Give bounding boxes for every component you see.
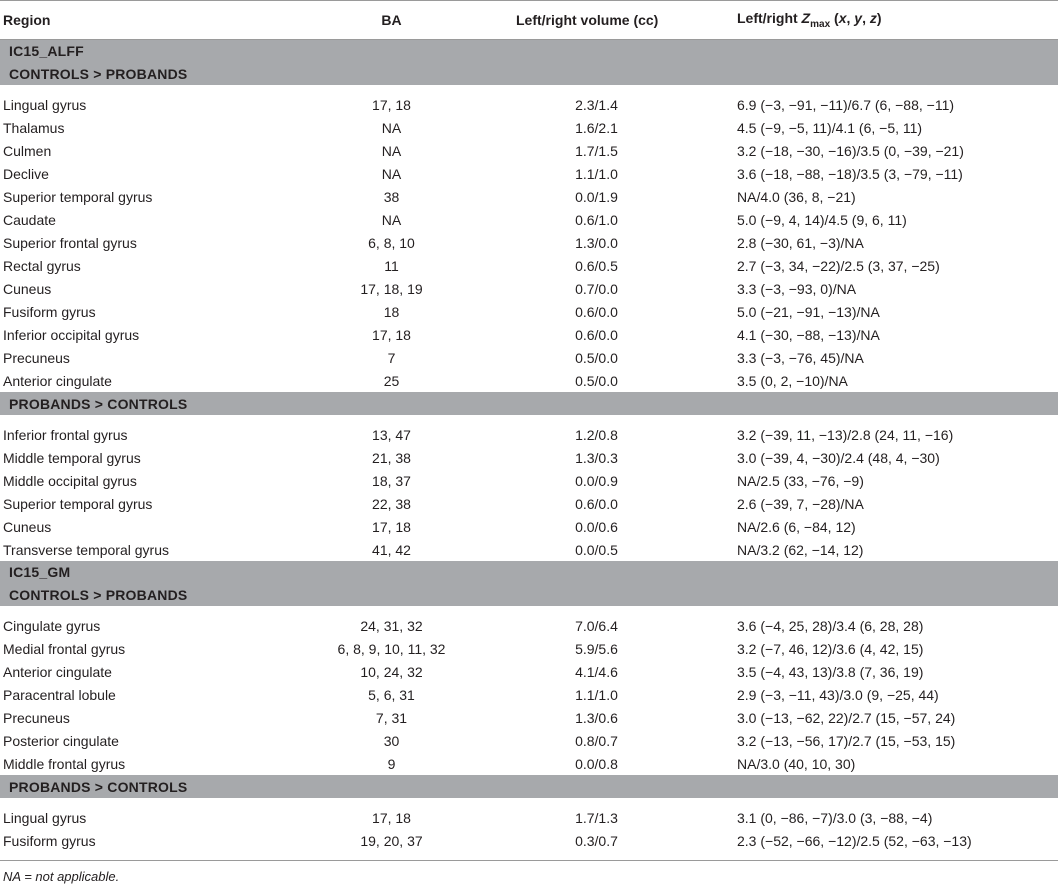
cell-region: Cingulate gyrus [3,617,101,634]
header-row [0,1,1058,40]
cell-ba: NA [381,142,402,159]
cell-volume: 0.0/0.5 [575,541,618,558]
subsection-alff-probands-controls-label: PROBANDS > CONTROLS [0,392,1058,415]
cell-volume: 0.6/0.0 [575,303,618,320]
table-row [0,231,1058,254]
section-ic15-gm-label: IC15_GM [0,561,1058,583]
cell-zmax: 3.5 (0, 2, −10)/NA [737,372,848,389]
cell-zmax: 2.8 (−30, 61, −3)/NA [737,234,864,251]
table-row [0,208,1058,231]
cell-zmax: NA/4.0 (36, 8, −21) [737,188,856,205]
section-ic15-gm [0,561,1058,583]
cell-zmax: 6.9 (−3, −91, −11)/6.7 (6, −88, −11) [737,96,955,113]
cell-zmax: 3.6 (−4, 25, 28)/3.4 (6, 28, 28) [737,617,924,634]
subsection-alff-probands-controls [0,392,1058,415]
cell-volume: 0.0/1.9 [575,188,618,205]
cell-region: Declive [3,165,49,182]
cell-region: Precuneus [3,349,70,366]
cell-zmax: 3.0 (−13, −62, 22)/2.7 (15, −57, 24) [737,709,956,726]
table-row [0,446,1058,469]
cell-region: Transverse temporal gyrus [3,541,169,558]
cell-zmax: 5.0 (−9, 4, 14)/4.5 (9, 6, 11) [737,211,907,228]
cell-ba: 22, 38 [372,495,411,512]
table-row [0,423,1058,446]
cell-ba: 17, 18 [372,326,411,343]
table-row [0,300,1058,323]
cell-zmax: 3.0 (−39, 4, −30)/2.4 (48, 4, −30) [737,449,940,466]
cell-ba: 25 [383,372,400,389]
table-row [0,614,1058,637]
cell-volume: 1.6/2.1 [575,119,618,136]
cell-zmax: 3.6 (−18, −88, −18)/3.5 (3, −79, −11) [737,165,963,182]
header-zmax-prefix: Left/right [737,10,802,27]
cell-zmax: 3.2 (−39, 11, −13)/2.8 (24, 11, −16) [737,426,954,443]
footnote: NA = not applicable. [3,869,120,884]
cell-volume: 2.3/1.4 [575,96,618,113]
cell-volume: 1.1/1.0 [575,165,618,182]
cell-zmax: 3.3 (−3, −76, 45)/NA [737,349,864,366]
table-row [0,660,1058,683]
cell-region: Lingual gyrus [3,809,87,826]
header-volume: Left/right volume (cc) [481,1,732,40]
table-row [0,637,1058,660]
subsection-alff-controls-probands [0,62,1058,85]
subsection-gm-controls-probands-label: CONTROLS > PROBANDS [0,583,1058,606]
cell-volume: 0.5/0.0 [575,349,618,366]
cell-zmax: NA/2.5 (33, −76, −9) [737,472,864,489]
cell-zmax: 3.2 (−18, −30, −16)/3.5 (0, −39, −21) [737,142,964,159]
subsection-alff-controls-probands-label: CONTROLS > PROBANDS [0,62,1058,85]
cell-volume: 1.3/0.0 [575,234,618,251]
cell-ba: 6, 8, 9, 10, 11, 32 [337,640,446,657]
cell-zmax: 2.9 (−3, −11, 43)/3.0 (9, −25, 44) [737,686,939,703]
cell-region: Middle frontal gyrus [3,755,126,772]
cell-ba: NA [381,165,402,182]
table-row [0,93,1058,116]
cell-volume: 7.0/6.4 [575,617,618,634]
cell-region: Lingual gyrus [3,96,87,113]
cell-ba: 11 [384,257,399,274]
table-row [0,729,1058,752]
cell-volume: 0.5/0.0 [575,372,618,389]
cell-region: Cuneus [3,518,52,535]
table-row [0,346,1058,369]
table-row [0,469,1058,492]
table-row [0,162,1058,185]
header-zmax-coords: (x, y, z) [830,10,882,27]
table-row [0,752,1058,775]
cell-ba: 17, 18, 19 [360,280,423,297]
cell-ba: 21, 38 [372,449,411,466]
cell-volume: 0.0/0.8 [575,755,618,772]
table-row [0,369,1058,392]
section-ic15-alff-label: IC15_ALFF [0,40,1058,63]
cell-volume: 0.0/0.9 [575,472,618,489]
header-zmax [732,1,1058,40]
cell-volume: 1.1/1.0 [575,686,618,703]
cell-ba: 6, 8, 10 [368,234,415,251]
table-row [0,806,1058,829]
cell-zmax: NA/2.6 (6, −84, 12) [737,518,856,535]
cell-volume: 0.0/0.6 [575,518,618,535]
cell-zmax: 3.1 (0, −86, −7)/3.0 (3, −88, −4) [737,809,933,826]
cell-ba: NA [381,119,402,136]
cell-volume: 5.9/5.6 [575,640,618,657]
cell-volume: 0.3/0.7 [575,832,618,849]
cell-region: Culmen [3,142,52,159]
table-row [0,185,1058,208]
cell-ba: 41, 42 [372,541,411,558]
cell-volume: 0.7/0.0 [575,280,618,297]
cell-region: Superior frontal gyrus [3,234,137,251]
cell-ba: 24, 31, 32 [360,617,423,634]
table-row [0,116,1058,139]
cell-region: Superior temporal gyrus [3,495,153,512]
cell-ba: 18, 37 [372,472,411,489]
header-zmax-sub: max [810,18,831,30]
cell-volume: 0.6/0.0 [575,326,618,343]
cell-zmax: NA/3.0 (40, 10, 30) [737,755,856,772]
table-row [0,492,1058,515]
cell-zmax: 3.5 (−4, 43, 13)/3.8 (7, 36, 19) [737,663,924,680]
cell-volume: 1.7/1.3 [575,809,618,826]
cell-volume: 1.7/1.5 [575,142,618,159]
cell-zmax: 3.2 (−7, 46, 12)/3.6 (4, 42, 15) [737,640,924,657]
cell-ba: 7, 31 [375,709,408,726]
cell-zmax: 3.2 (−13, −56, 17)/2.7 (15, −53, 15) [737,732,956,749]
header-zmax-z: Z [801,10,811,27]
cell-volume: 1.3/0.3 [575,449,618,466]
cell-ba: 9 [387,755,396,772]
table-row [0,538,1058,561]
subsection-gm-controls-probands [0,583,1058,606]
table-row [0,683,1058,706]
subsection-gm-probands-controls [0,775,1058,798]
cell-volume: 0.8/0.7 [575,732,618,749]
subsection-gm-probands-controls-label: PROBANDS > CONTROLS [0,775,1058,798]
table-body [0,40,1058,861]
cell-region: Anterior cingulate [3,372,112,389]
cell-zmax: 2.7 (−3, 34, −22)/2.5 (3, 37, −25) [737,257,940,274]
cell-volume: 0.6/1.0 [575,211,618,228]
cell-region: Rectal gyrus [3,257,81,274]
cell-volume: 1.3/0.6 [575,709,618,726]
header-region: Region [0,1,302,40]
cell-ba: 10, 24, 32 [360,663,423,680]
cell-ba: NA [381,211,402,228]
cell-region: Cuneus [3,280,52,297]
cell-region: Caudate [3,211,56,228]
cell-ba: 18 [383,303,400,320]
cell-region: Anterior cingulate [3,663,112,680]
cell-ba: 17, 18 [372,518,411,535]
table-row [0,277,1058,300]
cell-region: Middle occipital gyrus [3,472,137,489]
header-ba: BA [302,1,481,40]
cell-region: Precuneus [3,709,70,726]
cell-region: Inferior frontal gyrus [3,426,128,443]
cell-region: Paracentral lobule [3,686,116,703]
cell-volume: 4.1/4.6 [575,663,618,680]
cell-zmax: 5.0 (−21, −91, −13)/NA [737,303,880,320]
cell-volume: 1.2/0.8 [575,426,618,443]
cell-zmax: 4.5 (−9, −5, 11)/4.1 (6, −5, 11) [737,119,923,136]
cell-ba: 13, 47 [372,426,411,443]
cell-zmax: 4.1 (−30, −88, −13)/NA [737,326,880,343]
section-ic15-alff [0,40,1058,63]
cell-region: Fusiform gyrus [3,303,96,320]
cell-zmax: NA/3.2 (62, −14, 12) [737,541,864,558]
cell-ba: 30 [383,732,400,749]
cell-region: Middle temporal gyrus [3,449,141,466]
cell-region: Thalamus [3,119,65,136]
cell-volume: 0.6/0.5 [575,257,618,274]
cell-region: Medial frontal gyrus [3,640,126,657]
cell-zmax: 2.3 (−52, −66, −12)/2.5 (52, −63, −13) [737,832,972,849]
cell-region: Fusiform gyrus [3,832,96,849]
cell-region: Posterior cingulate [3,732,119,749]
table-row [0,515,1058,538]
cell-volume: 0.6/0.0 [575,495,618,512]
cell-region: Inferior occipital gyrus [3,326,140,343]
cell-zmax: 3.3 (−3, −93, 0)/NA [737,280,857,297]
cell-zmax: 2.6 (−39, 7, −28)/NA [737,495,864,512]
cell-ba: 7 [387,349,396,366]
table-row [0,139,1058,162]
table-row [0,254,1058,277]
table-row [0,323,1058,346]
cell-ba: 38 [383,188,400,205]
cell-ba: 5, 6, 31 [368,686,415,703]
table-row [0,706,1058,729]
table-row [0,829,1058,852]
cell-ba: 19, 20, 37 [360,832,423,849]
cell-ba: 17, 18 [372,96,411,113]
cell-ba: 17, 18 [372,809,411,826]
cell-region: Superior temporal gyrus [3,188,153,205]
